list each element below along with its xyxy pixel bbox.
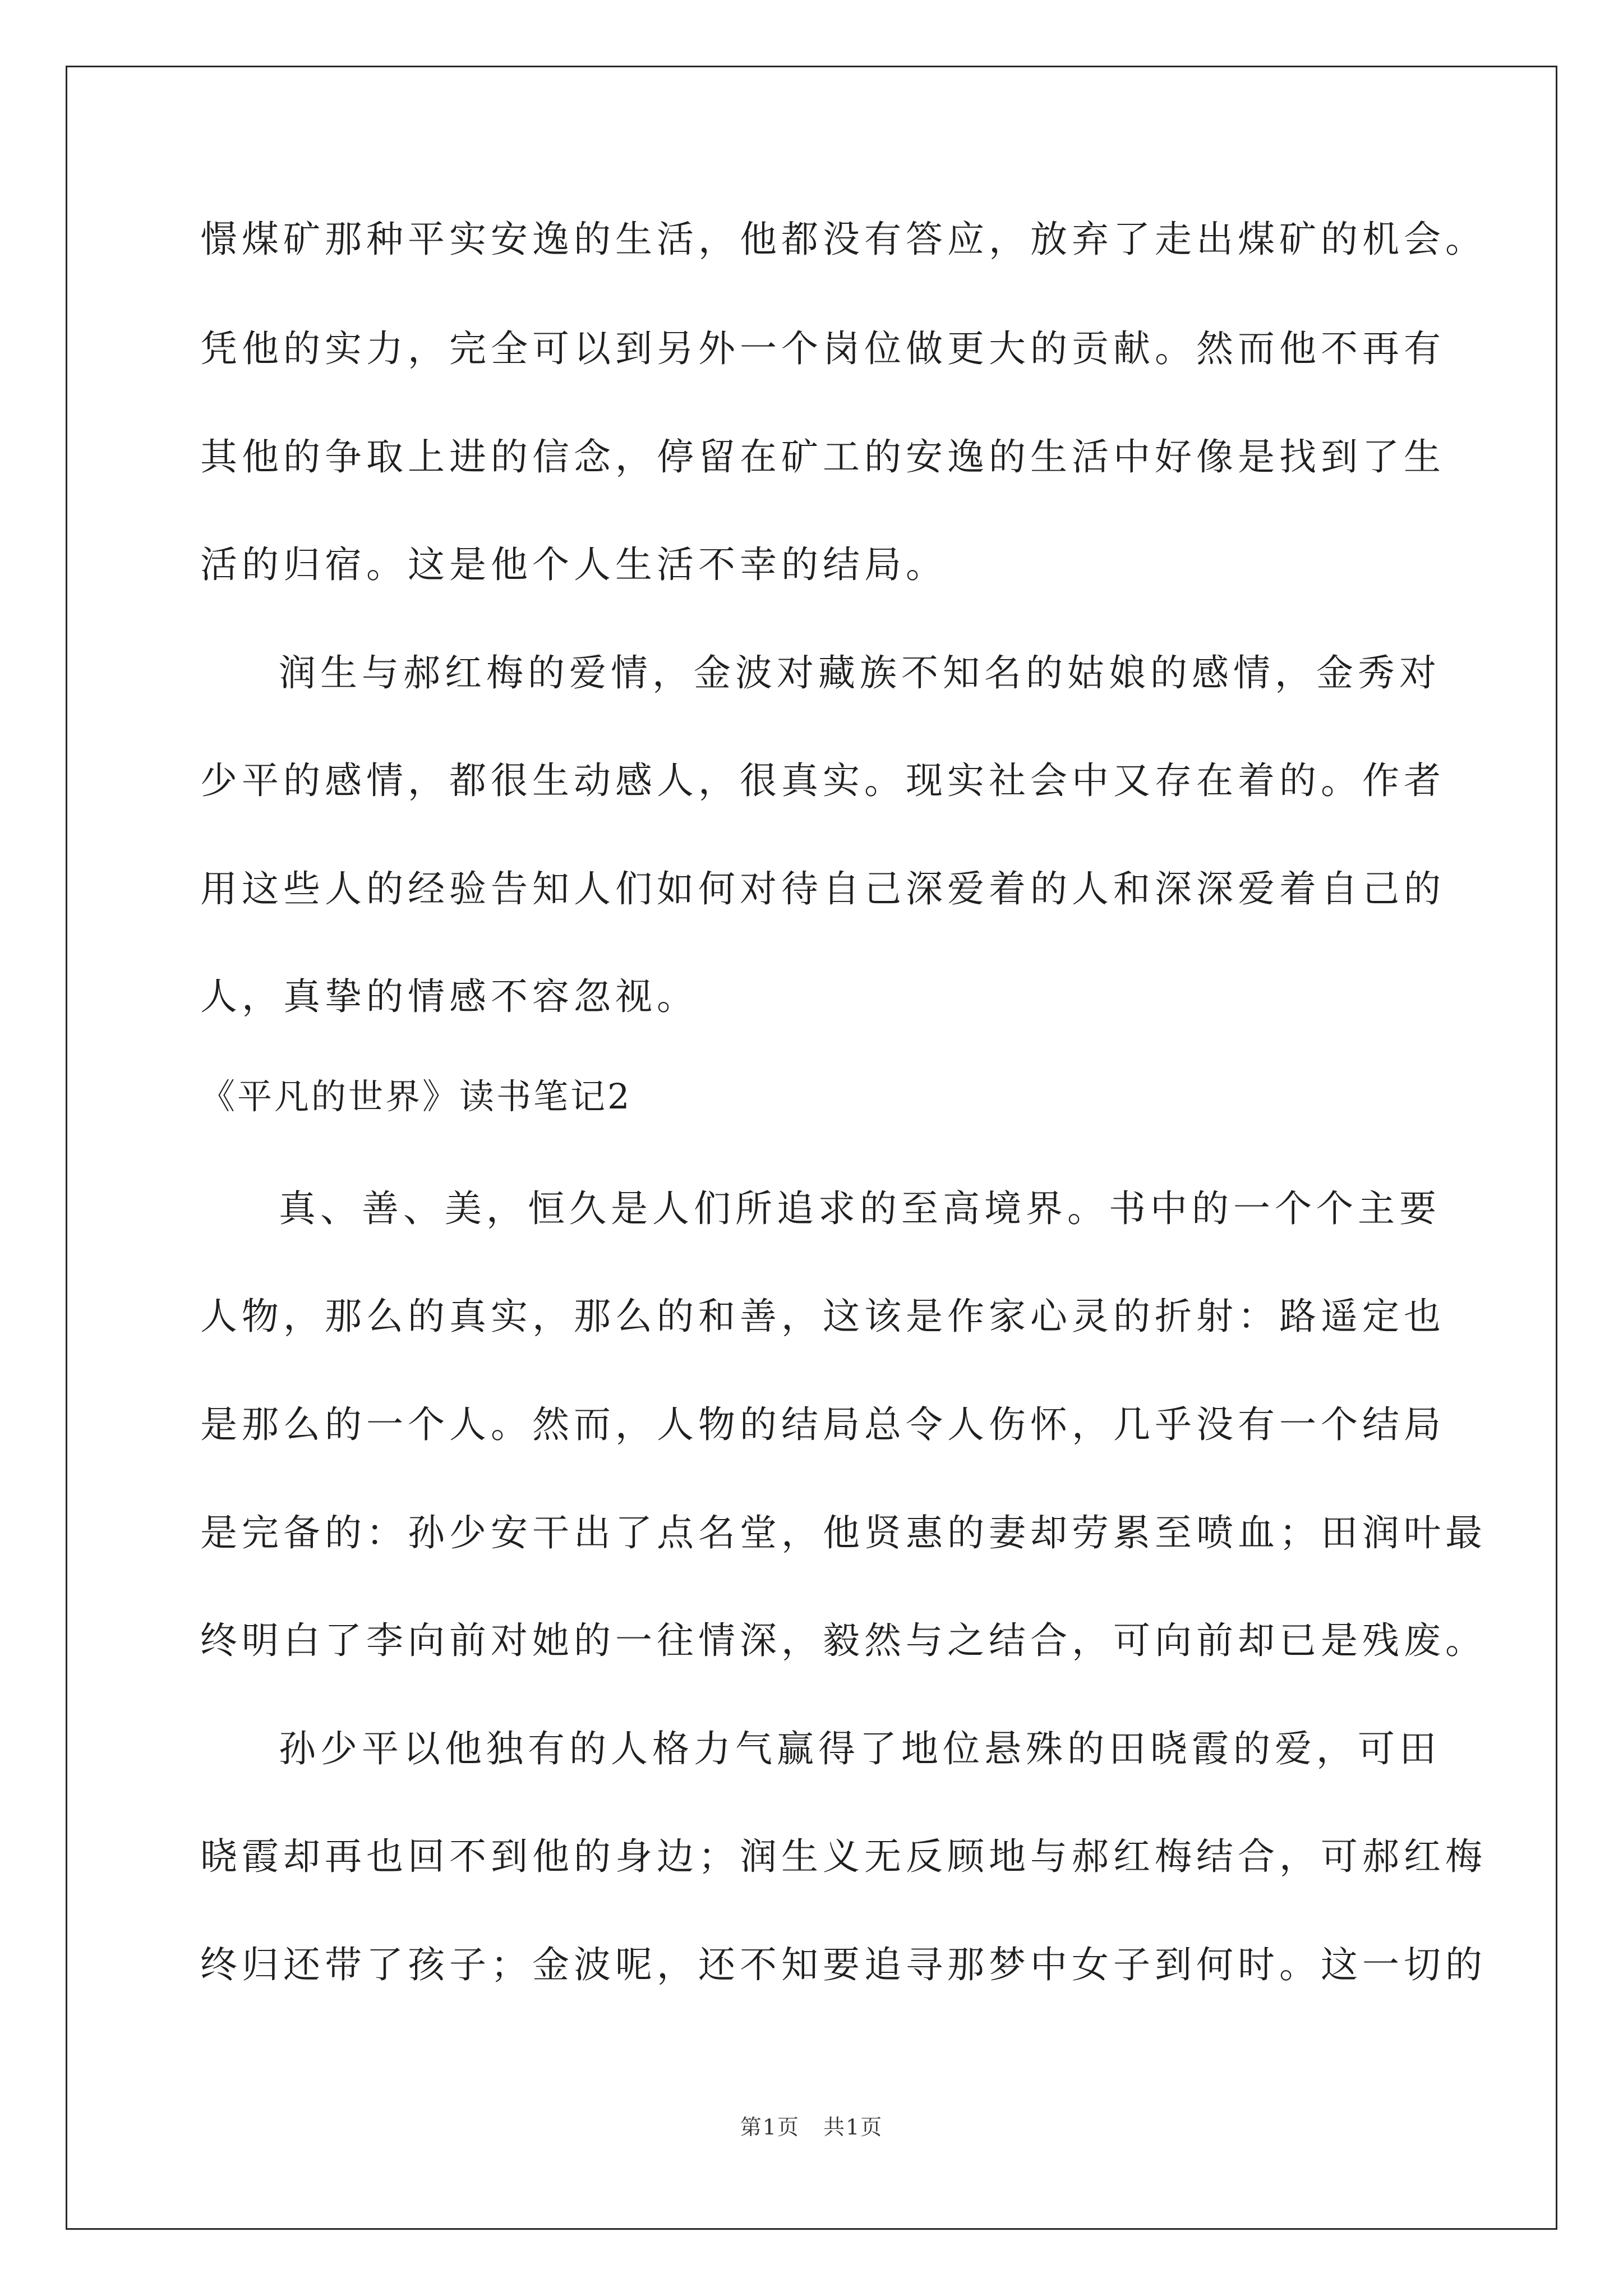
page-border bbox=[66, 66, 1557, 2230]
text-line-13: 是完备的：孙少安干出了点名堂，他贤惠的妻却劳累至喷血；田润叶最 bbox=[200, 1511, 1487, 1554]
paragraph-start-line: 润生与郝红梅的爱情，金波对藏族不知名的姑娘的感情，金秀对 bbox=[279, 651, 1441, 694]
text-line-4: 活的归宿。这是他个人生活不幸的结局。 bbox=[200, 543, 947, 586]
text-line-14: 终明白了李向前对她的一往情深，毅然与之结合，可向前却已是残废。 bbox=[200, 1619, 1487, 1662]
paragraph-start-line: 真、善、美，恒久是人们所追求的至高境界。书中的一个个主要 bbox=[279, 1187, 1441, 1230]
text-line-7: 用这些人的经验告知人们如何对待自己深爱着的人和深深爱着自己的 bbox=[200, 867, 1445, 910]
text-line-1: 憬煤矿那种平实安逸的生活，他都没有答应，放弃了走出煤矿的机会。 bbox=[200, 218, 1487, 261]
text-line-3: 其他的争取上进的信念，停留在矿工的安逸的生活中好像是找到了生 bbox=[200, 435, 1445, 478]
text-line-2: 凭他的实力，完全可以到另外一个岗位做更大的贡献。然而他不再有 bbox=[200, 327, 1445, 370]
section-heading: 《平凡的世界》读书笔记2 bbox=[200, 1076, 632, 1117]
text-line-16: 晓霞却再也回不到他的身边；润生义无反顾地与郝红梅结合，可郝红梅 bbox=[200, 1835, 1487, 1878]
text-line-8: 人，真挚的情感不容忽视。 bbox=[200, 975, 698, 1018]
page-number: 第1页 bbox=[740, 2115, 800, 2139]
text-line-6: 少平的感情，都很生动感人，很真实。现实社会中又存在着的。作者 bbox=[200, 759, 1445, 802]
paragraph-start-line: 孙少平以他独有的人格力气赢得了地位悬殊的田晓霞的爱，可田 bbox=[279, 1727, 1441, 1770]
total-pages: 共1页 bbox=[823, 2115, 883, 2139]
text-line-11: 人物，那么的真实，那么的和善，这该是作家心灵的折射：路遥定也 bbox=[200, 1295, 1445, 1338]
text-line-17: 终归还带了孩子；金波呢，还不知要追寻那梦中女子到何时。这一切的 bbox=[200, 1943, 1487, 1986]
text-line-12: 是那么的一个人。然而，人物的结局总令人伤怀，几乎没有一个结局 bbox=[200, 1403, 1445, 1446]
page-footer bbox=[0, 2113, 1623, 2141]
